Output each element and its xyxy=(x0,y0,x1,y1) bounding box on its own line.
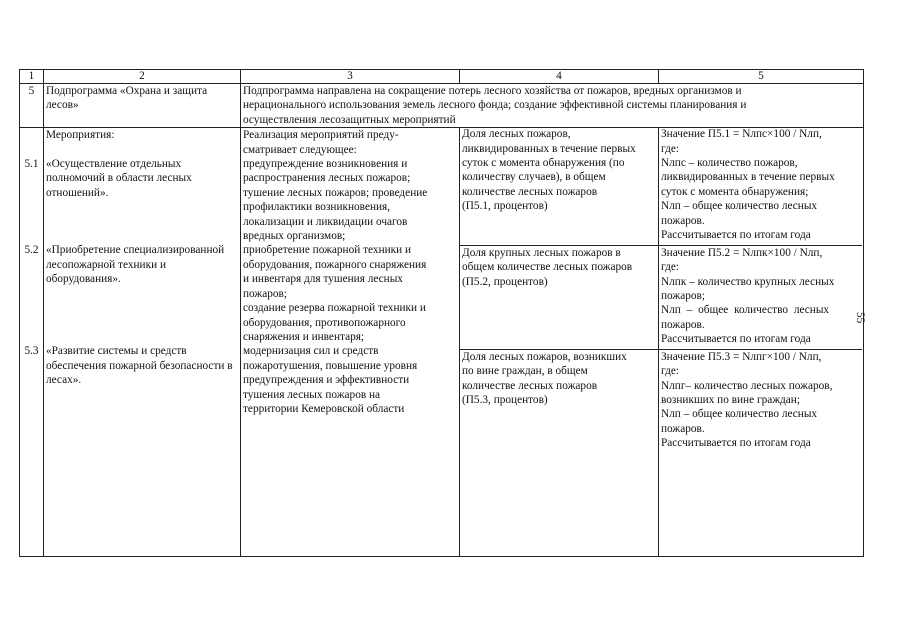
implementation-cell xyxy=(241,128,460,557)
formula-line: где: xyxy=(661,261,679,274)
formula-line: Nлп – общее количество лесных xyxy=(661,200,818,213)
implementation-line: территории Кемеровской области xyxy=(243,402,405,415)
measure-number: 5.3 xyxy=(24,345,39,358)
implementation-line: создание резерва пожарной техники и xyxy=(243,302,426,315)
subprogram-goal xyxy=(241,84,864,128)
implementation-line: оборудования, противопожарного xyxy=(243,316,406,329)
goal-line: осуществления лесозащитных мероприятий xyxy=(243,113,456,126)
implementation-line: модернизация сил и средств xyxy=(243,345,379,358)
formula-line: ликвидированных в течение первых xyxy=(661,171,835,184)
implementation-line: вредных организмов; xyxy=(243,230,346,243)
goal-line: Подпрограмма направлена на сокращение потерь лесного хозяйства от пожаров, вредных организмов и xyxy=(243,85,742,97)
indicator-line: Доля крупных лесных пожаров в xyxy=(462,246,621,259)
measure-number: 5.1 xyxy=(24,158,39,170)
goal-line: нерационального использования земель лесного фонда; создание эффективной системы планирования и xyxy=(243,99,747,112)
indicators-cell xyxy=(460,128,864,557)
measures-label: Мероприятия: xyxy=(46,129,115,142)
implementation-line: сматривает следующее: xyxy=(243,143,357,156)
implementation-line: Реализация мероприятий преду- xyxy=(243,129,399,142)
formula-line: возникших по вине граждан; xyxy=(661,393,800,406)
implementation-line: приобретение пожарной техники и xyxy=(243,244,412,257)
implementation-line: оборудования, пожарного снаряжения xyxy=(243,258,427,271)
indicator-formula xyxy=(659,127,863,245)
measure-name: «Осуществление отдельных полномочий в области лесных отношений». xyxy=(46,158,192,199)
indicator-line: (П5.2, процентов) xyxy=(462,275,548,288)
indicator-row xyxy=(460,245,863,349)
implementation-line: пожаротушения, повышение уровня xyxy=(243,359,418,372)
formula-line: Значение П5.3 = Nлпг×100 / Nлп, xyxy=(661,350,822,363)
measure-names xyxy=(44,128,241,557)
formula-line: пожаров. xyxy=(661,318,705,331)
column-number: 2 xyxy=(44,70,241,84)
indicator-line: количеству случаев), в общем xyxy=(462,171,606,184)
subprogram-row xyxy=(20,84,864,128)
measure-number: 5.2 xyxy=(24,244,39,257)
implementation-line: предупреждения и эффективности xyxy=(243,374,410,387)
implementation-line: снаряжения и инвентаря; xyxy=(243,330,365,343)
measure-numbers xyxy=(20,128,44,557)
implementation-line: профилактики возникновения, xyxy=(243,201,391,214)
indicator-line: Доля лесных пожаров, возникших xyxy=(462,350,627,363)
formula-line: пожаров. xyxy=(661,422,705,435)
implementation-line: тушение лесных пожаров; проведение xyxy=(243,186,428,199)
formula-line: пожаров. xyxy=(661,214,705,227)
indicator-line: общем количестве лесных пожаров xyxy=(462,261,633,274)
indicator-line: (П5.1, процентов) xyxy=(462,200,548,213)
formula-line: Значение П5.1 = Nлпс×100 / Nлп, xyxy=(661,128,822,141)
column-number: 3 xyxy=(241,70,460,84)
indicator-line: суток с момента обнаружения (по xyxy=(462,157,625,170)
formula-line: Рассчитывается по итогам года xyxy=(661,437,811,450)
indicator-formula xyxy=(659,245,863,349)
indicator-name xyxy=(460,245,659,349)
measures-row xyxy=(20,128,864,557)
implementation-line: тушения лесных пожаров на xyxy=(243,388,381,401)
indicator-formula xyxy=(659,349,863,557)
indicators-table xyxy=(459,127,862,557)
indicator-name xyxy=(460,349,659,557)
formula-line: где: xyxy=(661,365,679,378)
measure-name: «Приобретение специализированной лесопожарной техники и оборудования». xyxy=(46,244,225,285)
formula-line: Nлпк – количество крупных лесных xyxy=(661,275,835,288)
page-number: 55 xyxy=(854,312,866,324)
indicator-row xyxy=(460,349,863,557)
formula-line: суток с момента обнаружения; xyxy=(661,185,809,198)
indicator-row xyxy=(460,127,863,245)
implementation-line: и инвентаря для тушения лесных xyxy=(243,273,403,286)
indicator-line: (П5.3, процентов) xyxy=(462,393,548,406)
implementation-line: локализации и ликвидации очагов xyxy=(243,215,408,228)
indicator-line: ликвидированных в течение первых xyxy=(462,142,636,155)
indicator-name xyxy=(460,127,659,245)
implementation-line: пожаров; xyxy=(243,287,288,300)
program-table xyxy=(19,69,864,557)
indicator-line: количестве лесных пожаров xyxy=(462,185,598,198)
formula-line: пожаров; xyxy=(661,289,706,302)
column-number: 4 xyxy=(460,70,659,84)
implementation-line: распространения лесных пожаров; xyxy=(243,172,411,185)
indicator-line: Доля лесных пожаров, xyxy=(462,128,571,141)
formula-line: Nлп – общее количество лесных xyxy=(661,408,818,421)
implementation-line: предупреждение возникновения и xyxy=(243,158,408,171)
indicator-line: количестве лесных пожаров xyxy=(462,379,598,392)
formula-line: где: xyxy=(661,142,679,155)
formula-line: Значение П5.2 = Nлпк×100 / Nлп, xyxy=(661,246,823,259)
formula-line: Рассчитывается по итогам года xyxy=(661,333,811,346)
subprogram-name: Подпрограмма «Охрана и защита лесов» xyxy=(44,84,241,128)
column-number: 5 xyxy=(659,70,864,84)
formula-line: Nлпс – количество пожаров, xyxy=(661,157,798,170)
subprogram-number: 5 xyxy=(20,84,44,128)
formula-line: Nлп – общее количество лесных xyxy=(661,304,830,317)
formula-line: Nлпг– количество лесных пожаров, xyxy=(661,379,833,392)
measure-name: «Развитие системы и средств обеспечения пожарной безопасности в лесах». xyxy=(46,345,233,387)
indicator-line: по вине граждан, в общем xyxy=(462,365,588,378)
column-number: 1 xyxy=(20,70,44,84)
formula-line: Рассчитывается по итогам года xyxy=(661,229,811,242)
column-number-row xyxy=(20,70,864,84)
